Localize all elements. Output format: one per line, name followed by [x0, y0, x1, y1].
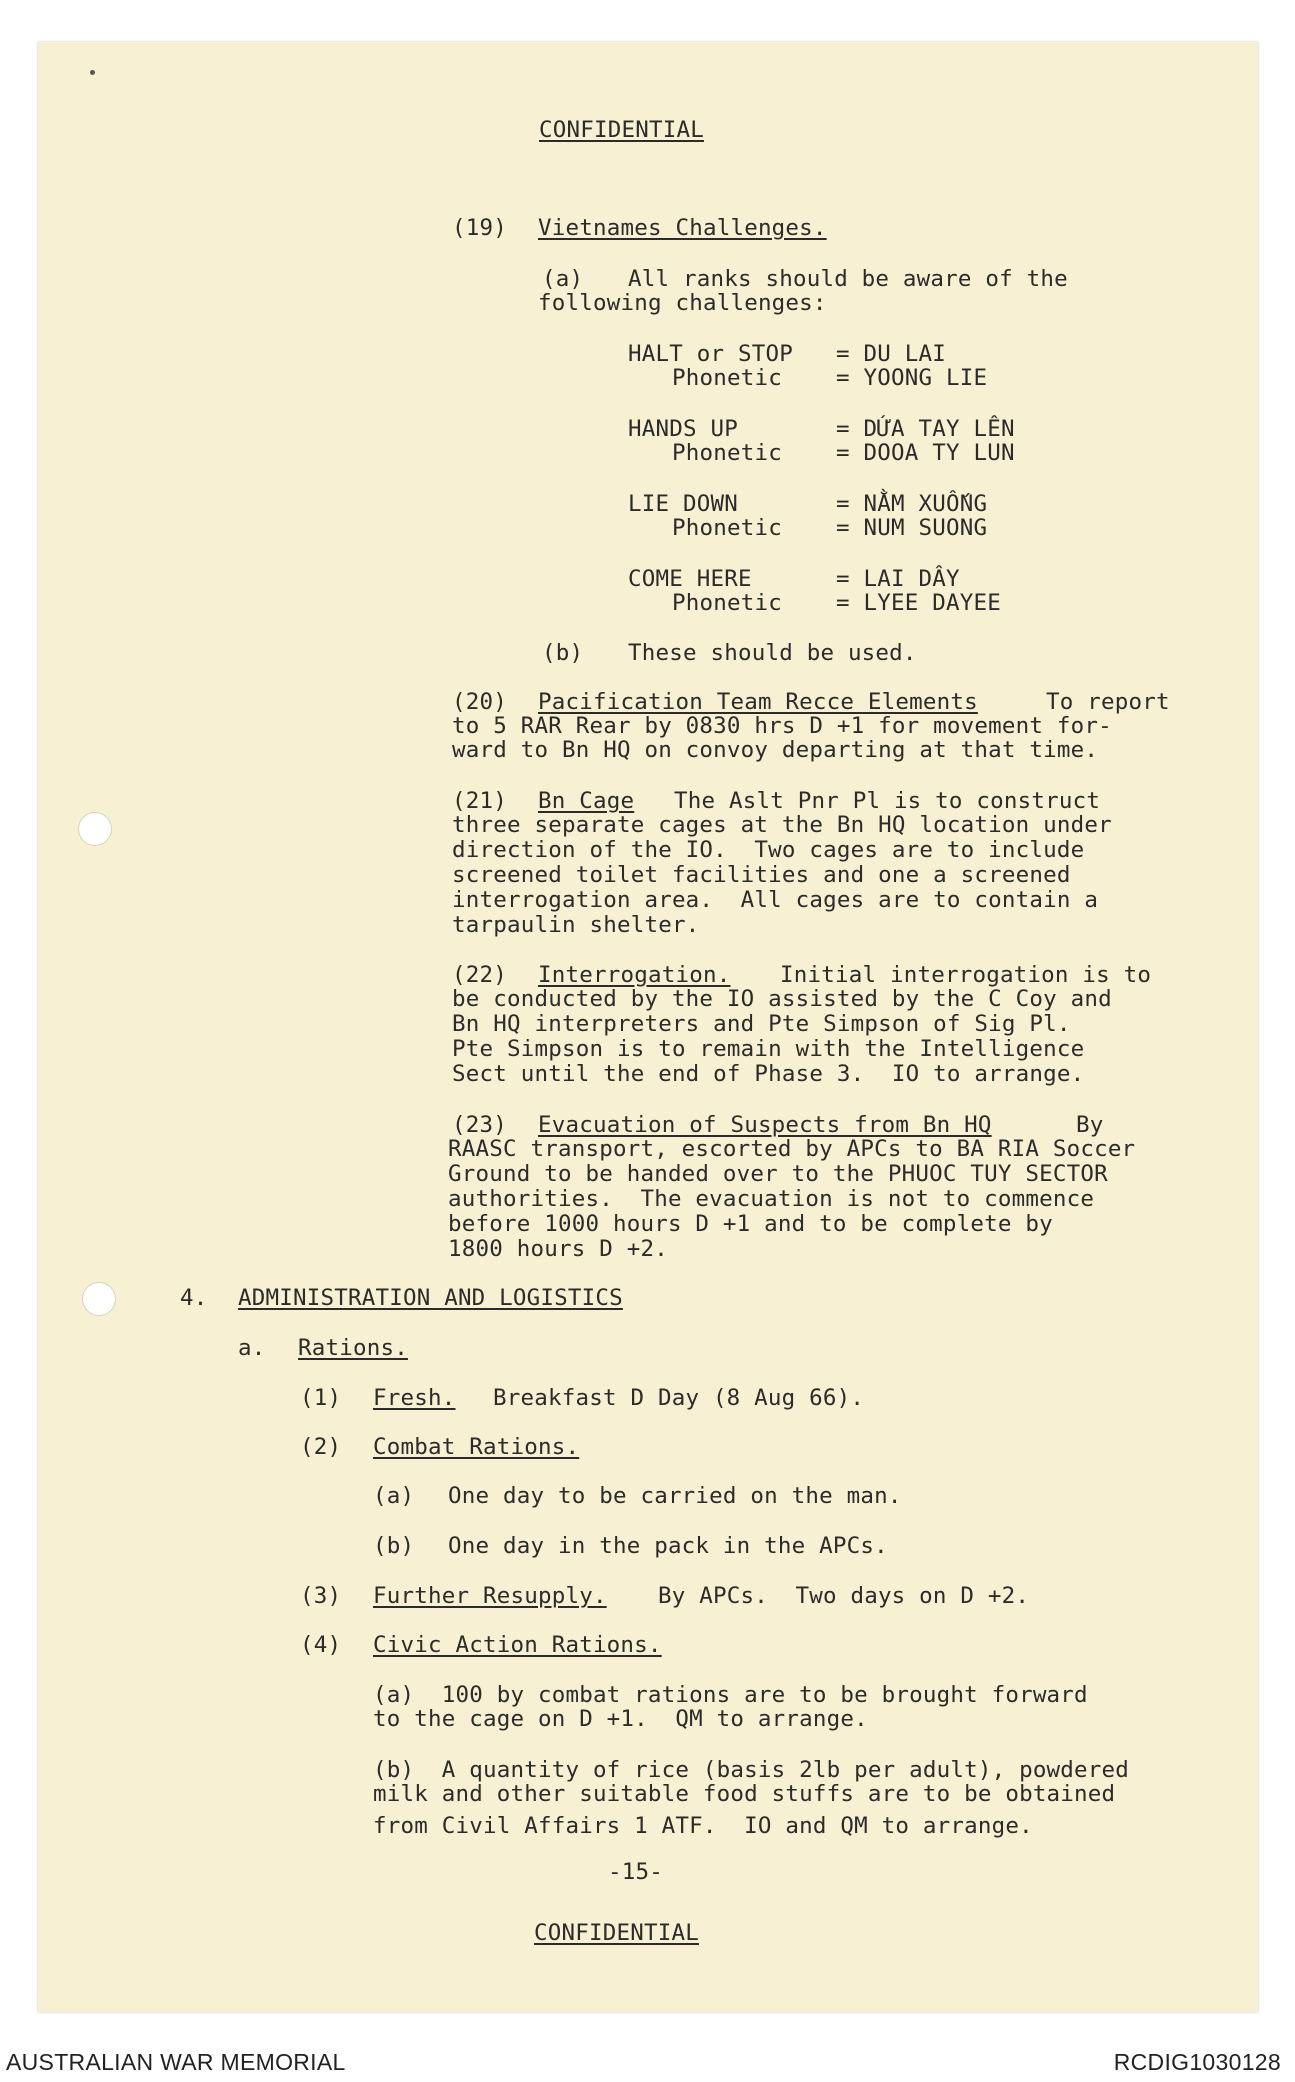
- challenge-phonetic-label: Phonetic: [672, 365, 782, 391]
- s19-a-text: All ranks should be aware of the: [628, 266, 1068, 292]
- challenge-phonetic-label: Phonetic: [672, 590, 782, 616]
- s22-number: (22): [452, 962, 507, 988]
- challenge-viet: = DU LAI: [836, 341, 946, 367]
- s21-number: (21): [452, 788, 507, 814]
- challenge-phrase: HANDS UP: [628, 416, 738, 442]
- s20-line-3: ward to Bn HQ on convoy departing at that time.: [452, 737, 1099, 763]
- s19-b-label: (b): [542, 640, 584, 666]
- s4-a-title: Rations.: [298, 1335, 408, 1361]
- s22-line-5: Sect until the end of Phase 3. IO to arrange.: [452, 1061, 1085, 1087]
- item-1-title: Fresh.: [373, 1385, 456, 1411]
- item-2b-text: One day in the pack in the APCs.: [448, 1533, 888, 1559]
- challenge-viet: = LAI DÂY: [836, 566, 960, 592]
- item-2b-label: (b): [373, 1533, 415, 1559]
- s23-line-5: before 1000 hours D +1 and to be complete by: [448, 1211, 1053, 1237]
- item-4a-line-2: to the cage on D +1. QM to arrange.: [373, 1706, 868, 1732]
- item-2a-label: (a): [373, 1483, 415, 1509]
- challenge-viet: = DỨA TAY LÊN: [836, 416, 1015, 442]
- s20-line-1: To report: [1046, 689, 1170, 715]
- page-number: -15-: [608, 1859, 663, 1885]
- item-4-number: (4): [300, 1632, 342, 1658]
- item-3-title: Further Resupply.: [373, 1583, 607, 1609]
- challenge-phonetic: = DOOA TY LUN: [836, 440, 1015, 466]
- s22-line-4: Pte Simpson is to remain with the Intelligence: [452, 1036, 1085, 1062]
- challenge-phrase: HALT or STOP: [628, 341, 793, 367]
- s23-title: Evacuation of Suspects from Bn HQ: [538, 1112, 992, 1138]
- s23-number: (23): [452, 1112, 507, 1138]
- s19-a-text-2: following challenges:: [538, 290, 827, 316]
- s21-line-4: screened toilet facilities and one a screened: [452, 862, 1071, 888]
- item-4b-line-2: milk and other suitable food stuffs are to be obtained: [373, 1781, 1116, 1807]
- challenge-phonetic-label: Phonetic: [672, 515, 782, 541]
- item-1-number: (1): [300, 1385, 342, 1411]
- s19-b-text: These should be used.: [628, 640, 917, 666]
- punch-hole-upper: [78, 812, 112, 846]
- item-3-number: (3): [300, 1583, 342, 1609]
- challenge-phrase: LIE DOWN: [628, 491, 738, 517]
- item-3-text: By APCs. Two days on D +2.: [658, 1583, 1030, 1609]
- s4-number: 4.: [180, 1285, 208, 1311]
- item-1-text: Breakfast D Day (8 Aug 66).: [493, 1385, 865, 1411]
- s22-line-2: be conducted by the IO assisted by the C Coy and: [452, 986, 1112, 1012]
- s21-title: Bn Cage: [538, 788, 635, 814]
- s23-line-1: By: [1076, 1112, 1104, 1138]
- s19-a-label: (a): [542, 266, 584, 292]
- s23-line-2: RAASC transport, escorted by APCs to BA RIA Soccer: [448, 1136, 1136, 1162]
- challenge-phrase: COME HERE: [628, 566, 752, 592]
- s20-title: Pacification Team Recce Elements: [538, 689, 978, 715]
- punch-hole-lower: [82, 1282, 116, 1316]
- item-4b-line-3: from Civil Affairs 1 ATF. IO and QM to arrange.: [373, 1813, 1033, 1839]
- s4-a-label: a.: [238, 1335, 266, 1361]
- s21-line-6: tarpaulin shelter.: [452, 912, 700, 938]
- item-2-title: Combat Rations.: [373, 1434, 580, 1460]
- s21-line-1: The Aslt Pnr Pl is to construct: [674, 788, 1101, 814]
- s22-line-1: Initial interrogation is to: [780, 962, 1152, 988]
- archive-id: RCDIG1030128: [1113, 2049, 1281, 2075]
- challenge-phonetic-label: Phonetic: [672, 440, 782, 466]
- item-4-title: Civic Action Rations.: [373, 1632, 662, 1658]
- item-4a-line-1: (a) 100 by combat rations are to be brought forward: [373, 1682, 1088, 1708]
- s20-number: (20): [452, 689, 507, 715]
- challenge-viet: = NẰM XUỐNG: [836, 491, 988, 517]
- challenge-phonetic: = YOONG LIE: [836, 365, 988, 391]
- item-2-number: (2): [300, 1434, 342, 1460]
- s19-title: Vietnames Challenges.: [538, 215, 827, 241]
- item-2a-text: One day to be carried on the man.: [448, 1483, 902, 1509]
- s19-number: (19): [452, 215, 507, 241]
- s22-title: Interrogation.: [538, 962, 731, 988]
- challenge-phonetic: = NUM SUONG: [836, 515, 988, 541]
- s4-title: ADMINISTRATION AND LOGISTICS: [238, 1285, 623, 1311]
- s21-line-3: direction of the IO. Two cages are to include: [452, 837, 1085, 863]
- archive-credit: AUSTRALIAN WAR MEMORIAL: [6, 2049, 346, 2075]
- paper-mark: [90, 70, 95, 75]
- item-4b-line-1: (b) A quantity of rice (basis 2lb per adult), powdered: [373, 1757, 1130, 1783]
- s21-line-2: three separate cages at the Bn HQ location under: [452, 812, 1112, 838]
- footer-classification: CONFIDENTIAL: [534, 1920, 699, 1946]
- challenge-phonetic: = LYEE DAYEE: [836, 590, 1001, 616]
- s21-line-5: interrogation area. All cages are to contain a: [452, 887, 1099, 913]
- s23-line-4: authorities. The evacuation is not to commence: [448, 1186, 1095, 1212]
- header-classification: CONFIDENTIAL: [539, 117, 704, 143]
- s23-line-3: Ground to be handed over to the PHUOC TUY SECTOR: [448, 1161, 1108, 1187]
- s23-line-6: 1800 hours D +2.: [448, 1236, 668, 1262]
- s20-line-2: to 5 RAR Rear by 0830 hrs D +1 for movement for-: [452, 713, 1112, 739]
- s22-line-3: Bn HQ interpreters and Pte Simpson of Sig Pl.: [452, 1011, 1071, 1037]
